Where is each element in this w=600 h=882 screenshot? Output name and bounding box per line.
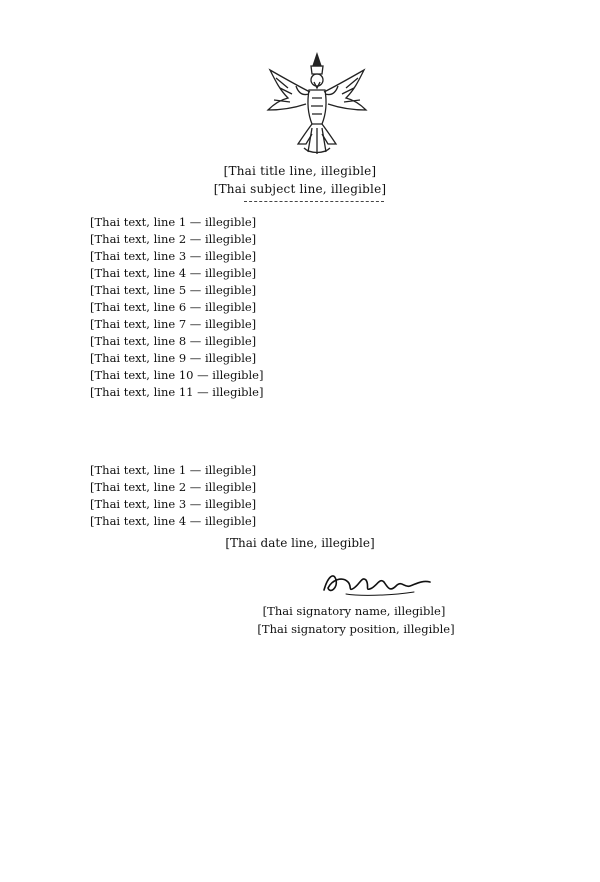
paragraph-line: [Thai text, line 5 — illegible] — [90, 283, 257, 297]
paragraph-line: [Thai text, line 10 — illegible] — [90, 368, 264, 382]
paragraph-line: [Thai text, line 2 — illegible] — [90, 480, 257, 494]
issue-date: [Thai date line, illegible] — [225, 536, 375, 550]
divider — [244, 201, 384, 202]
handwritten-signature — [318, 566, 438, 600]
announcement-title: [Thai title line, illegible] — [223, 164, 377, 178]
paragraph-line: [Thai text, line 1 — illegible] — [90, 215, 257, 229]
paragraph-line: [Thai text, line 4 — illegible] — [90, 266, 257, 280]
paragraph-line: [Thai text, line 3 — illegible] — [90, 249, 257, 263]
garuda-emblem-icon — [262, 48, 372, 158]
paragraph-line: [Thai text, line 4 — illegible] — [90, 514, 257, 528]
signatory-name: [Thai signatory name, illegible] — [262, 604, 446, 618]
paragraph-line: [Thai text, line 11 — illegible] — [90, 385, 264, 399]
paragraph-2 — [90, 462, 540, 530]
signatory-position: [Thai signatory position, illegible] — [257, 622, 455, 636]
paragraph-line: [Thai text, line 2 — illegible] — [90, 232, 257, 246]
paragraph-line: [Thai text, line 9 — illegible] — [90, 351, 257, 365]
paragraph-line: [Thai text, line 7 — illegible] — [90, 317, 257, 331]
paragraph-line: [Thai text, line 8 — illegible] — [90, 334, 257, 348]
paragraph-line: [Thai text, line 6 — illegible] — [90, 300, 257, 314]
paragraph-line: [Thai text, line 1 — illegible] — [90, 463, 257, 477]
paragraph-line: [Thai text, line 3 — illegible] — [90, 497, 257, 511]
announcement-subject: [Thai subject line, illegible] — [213, 182, 387, 196]
paragraph-1 — [90, 214, 540, 401]
